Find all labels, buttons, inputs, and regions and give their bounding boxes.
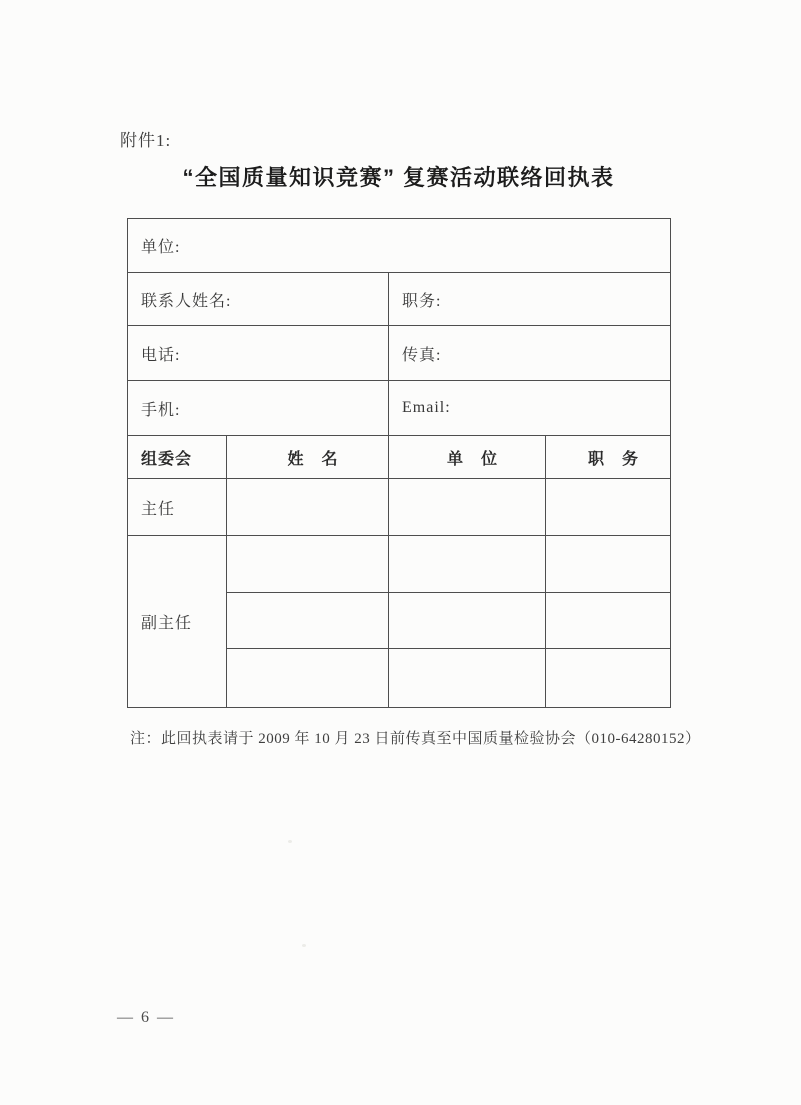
committee-column-header: 组委会 [128, 436, 227, 479]
deputy-position-cell-2 [546, 593, 671, 649]
scan-speck [288, 840, 292, 843]
unit-row [128, 219, 671, 273]
phone-row [128, 326, 671, 381]
page-title: “全国质量知识竞赛” 复赛活动联络回执表 [182, 165, 615, 190]
deputy-unit-cell-2 [389, 593, 546, 649]
deputy-name-cell-1 [227, 536, 389, 593]
unit-field-cell: 单位: [128, 219, 671, 273]
deputy-unit-cell-1 [389, 536, 546, 593]
page-number: — 6 — [117, 1009, 175, 1026]
phone-field-cell: 电话: [128, 326, 389, 381]
director-unit-cell [389, 479, 546, 536]
director-row-label: 主任 [128, 479, 227, 536]
attachment-label: 附件1: [120, 131, 172, 150]
unit-column-header: 单 位 [389, 436, 546, 479]
name-column-header: 姓 名 [227, 436, 389, 479]
contact-name-row [128, 273, 671, 326]
deputy-unit-cell-3 [389, 649, 546, 708]
fax-field-cell: 传真: [389, 326, 671, 381]
mobile-row [128, 381, 671, 436]
director-row [128, 479, 671, 536]
contact-name-field-cell: 联系人姓名: [128, 273, 389, 326]
position-field-cell: 职务: [389, 273, 671, 326]
fax-note: 注：此回执表请于 2009 年 10 月 23 日前传真至中国质量检验协会（010-64280152） [130, 731, 701, 747]
committee-header-row [128, 436, 671, 479]
mobile-field-cell: 手机: [128, 381, 389, 436]
deputy-director-row-label: 副主任 [128, 536, 227, 708]
director-name-cell [227, 479, 389, 536]
email-field-cell: Email: [389, 381, 671, 436]
deputy-name-cell-3 [227, 649, 389, 708]
director-position-cell [546, 479, 671, 536]
reply-form-table [127, 218, 671, 708]
deputy-position-cell-1 [546, 536, 671, 593]
deputy-director-row-1 [128, 536, 671, 593]
scan-speck [302, 944, 306, 947]
deputy-name-cell-2 [227, 593, 389, 649]
position-column-header: 职 务 [546, 436, 671, 479]
deputy-position-cell-3 [546, 649, 671, 708]
